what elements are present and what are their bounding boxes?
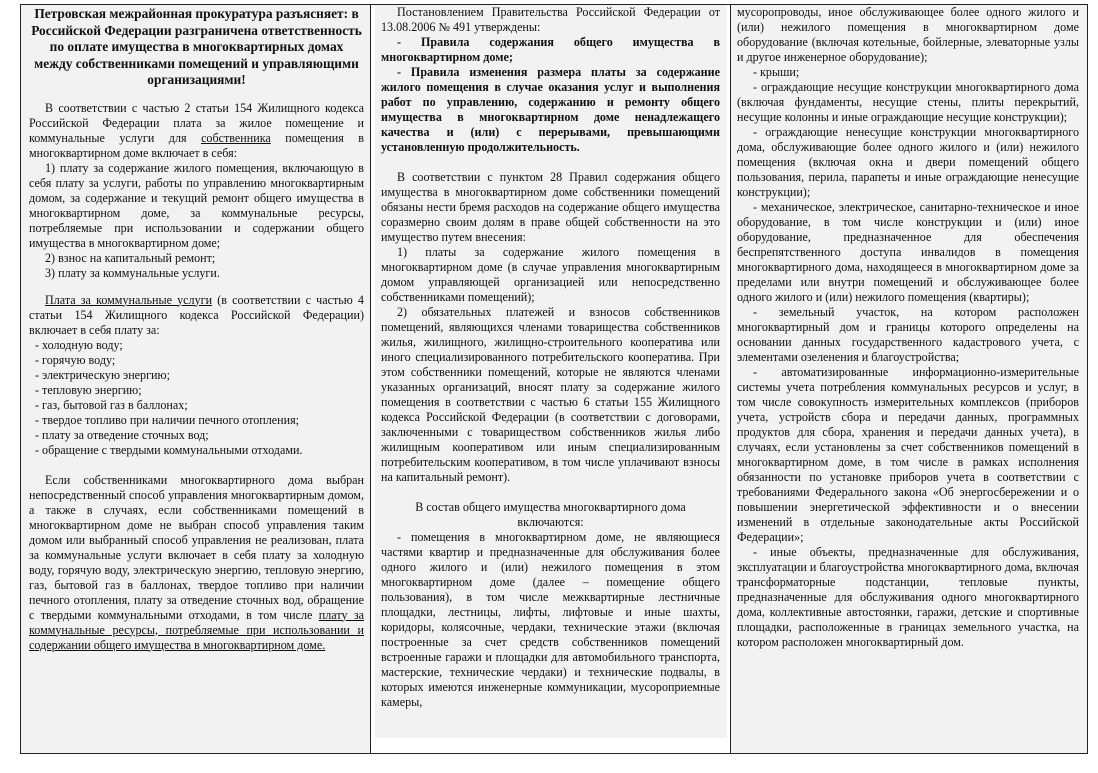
- list-item: - электрическую энергию;: [35, 367, 170, 382]
- column-middle: [371, 5, 731, 753]
- leaflet-title: Петровская межрайонная прокуратура разъясняет: в Российской Федерации разграничена ответственность по оплате имущества в многоквартирных домах между собственниками помещений и управляющими организациями!: [31, 6, 362, 87]
- list-item: - холодную воду;: [35, 337, 123, 352]
- list-item: 3) плату за коммунальные услуги.: [45, 265, 220, 280]
- paragraph: мусоропроводы, иное обслуживающее более одного жилого и (или) нежилого помещения в многоквартирном доме оборудование (включая котельные, бойлерные, элеваторные узлы и другое инженерное оборудование);: [737, 5, 1079, 64]
- section-heading: В состав общего имущества многоквартирного дома включаются:: [415, 500, 686, 529]
- list-item: - тепловую энергию;: [35, 382, 142, 397]
- list-item: - иные объекты, предназначенные для обслуживания, эксплуатации и благоустройства многоквартирного дома, включая трансформаторные подстанции, тепловые пункты, предназначенные для обслуживания одного многоквартирного дома, коллективные автостоянки, гаражи, детские и спортивные площадки, расположенные в границах земельного участка, на котором расположен многоквартирный дом.: [737, 545, 1079, 649]
- bold-rule: - Правила изменения размера платы за содержание жилого помещения в случае оказания услуг и выполнения работ по управлению, содержанию и ремонту общего имущества в многоквартирном доме ненадлежащего качества и (или) с перерывами, превышающими установленную продолжительность.: [381, 65, 720, 154]
- list-item: - крыши;: [753, 65, 800, 79]
- list-item: - автоматизированные информационно-измерительные системы учета потребления коммунальных ресурсов и услуг, в том числе совокупность измерительных комплексов (приборов учета, устройств сбора и передачи данных, программных продуктов для сбора, хранения и передачи данных учета), в случаях, если установлены за счет собственников помещений в многоквартирном доме, в том числе в рамках исполнения обязанности по установке приборов учета в соответствии с требованиями Федерального закона «Об энергосбережении и о повышении энергетической эффективности и о внесении изменений в отдельные законодательные акты Российской Федерации»;: [737, 365, 1079, 544]
- paragraph: Если собственниками многоквартирного дома выбран непосредственный способ управления многоквартирным домом, а также в случаях, если собственниками помещений в многоквартирном доме не выбран способ управления таким домом или выбранный способ управления не реализован, плата за коммунальные услуги включает в себя плату за холодную воду, горячую воду, электрическую энергию, тепловую энергию, газ, бытовой газ в баллонах, твердое топливо при наличии печного отопления, плату за отведение сточных вод, обращение с твердыми коммунальными отходами, в том числе плату за коммунальные ресурсы, потребляемые при использовании и содержании общего имущества в многоквартирном доме.: [29, 472, 364, 652]
- paragraph: Плата за коммунальные услуги (в соответствии с частью 4 статьи 154 Жилищного кодекса Российской Федерации) включает в себя плату за:: [29, 292, 364, 337]
- list-item: - механическое, электрическое, санитарно-техническое и иное оборудование, в том числе конструкции и (или) иное оборудование, предназначенное для обеспечения беспрепятственного доступа инвалидов в помещения многоквартирного дома, находящееся в многоквартирном доме за пределами или внутри помещений и обслуживающее более одного жилого и (или) нежилого помещения (квартиры);: [737, 200, 1079, 304]
- paragraph: В соответствии с пунктом 28 Правил содержания общего имущества в многоквартирном доме собственники помещений обязаны нести бремя расходов на содержание общего имущества соразмерно своим долям в праве общей собственности на это имущество путем внесения:: [381, 170, 720, 244]
- paragraph: - помещения в многоквартирном доме, не являющиеся частями квартир и предназначенные для обслуживания более одного жилого и (или) нежилого помещения в этом многоквартирном доме (далее – помещение общего пользования), в том числе межквартирные лестничные площадки, лестницы, лифты, лифтовые и иные шахты, коридоры, колясочные, чердаки, технические этажи (включая построенные за счет средств собственников помещений встроенные гаражи и площадки для автомобильного транспорта, мастерские, технические чердаки) и технические подвалы, в которых имеются инженерные коммуникации, мусороприемные камеры,: [381, 530, 720, 709]
- list-item: 1) плату за содержание жилого помещения, включающую в себя плату за услуги, работы по управлению многоквартирным домом, за содержание и текущий ремонт общего имущества в многоквартирном доме, за коммунальные ресурсы, потребляемые при использовании и содержании общего имущества в многоквартирном доме;: [29, 160, 364, 250]
- column-left: [21, 5, 371, 753]
- list-item: - плату за отведение сточных вод;: [35, 427, 209, 442]
- list-item: 1) платы за содержание жилого помещения в многоквартирном доме (в случае управления многоквартирным домом управляющей организацией или непосредственно собственниками помещений);: [381, 245, 720, 304]
- list-item: - обращение с твердыми коммунальными отходами.: [35, 442, 303, 457]
- list-item: 2) взнос на капитальный ремонт;: [45, 250, 216, 265]
- list-item: - горячую воду;: [35, 352, 116, 367]
- list-item: - земельный участок, на котором расположен многоквартирный дом и границы которого определены на основании данных государственного кадастрового учета, с элементами озеленения и благоустройства;: [737, 305, 1079, 364]
- list-item: - ограждающие несущие конструкции многоквартирного дома (включая фундаменты, несущие стены, плиты перекрытий, несущие колонны и иные ограждающие несущие конструкции);: [737, 80, 1079, 124]
- paragraph: В соответствии с частью 2 статьи 154 Жилищного кодекса Российской Федерации плата за жилое помещение и коммунальные услуги для собственника помещения в многоквартирном доме включает в себя:: [29, 100, 364, 160]
- list-item: 2) обязательных платежей и взносов собственников помещений, являющихся членами товарищества собственников жилья, жилищного, жилищно-строительного кооператива или иного специализированного потребительского кооператива. При этом собственники помещений, которые не являются членами указанных организаций, вносят плату за содержание жилого помещения в соответствии с частью 6 статьи 155 Жилищного кодекса Российской Федерации (в соответствии с договорами, заключенными с товариществом собственников жилья либо жилищным кооперативом или иным специализированным потребительским кооперативом, в том числе уплачивают взносы на капитальный ремонт).: [381, 305, 720, 484]
- list-item: - газ, бытовой газ в баллонах;: [35, 397, 188, 412]
- list-item: - ограждающие ненесущие конструкции многоквартирного дома, обслуживающие более одного жилого и (или) нежилого помещения (включая окна и двери помещений общего пользования, перила, парапеты и иные ограждающие ненесущие конструкции);: [737, 125, 1079, 199]
- list-item: - твердое топливо при наличии печного отопления;: [35, 412, 300, 427]
- paragraph: Постановлением Правительства Российской Федерации от 13.08.2006 № 491 утверждены:: [381, 5, 720, 34]
- leaflet-frame: [20, 4, 1088, 754]
- bold-rule: - Правила содержания общего имущества в многоквартирном доме;: [381, 35, 720, 64]
- column-right: [731, 5, 1087, 753]
